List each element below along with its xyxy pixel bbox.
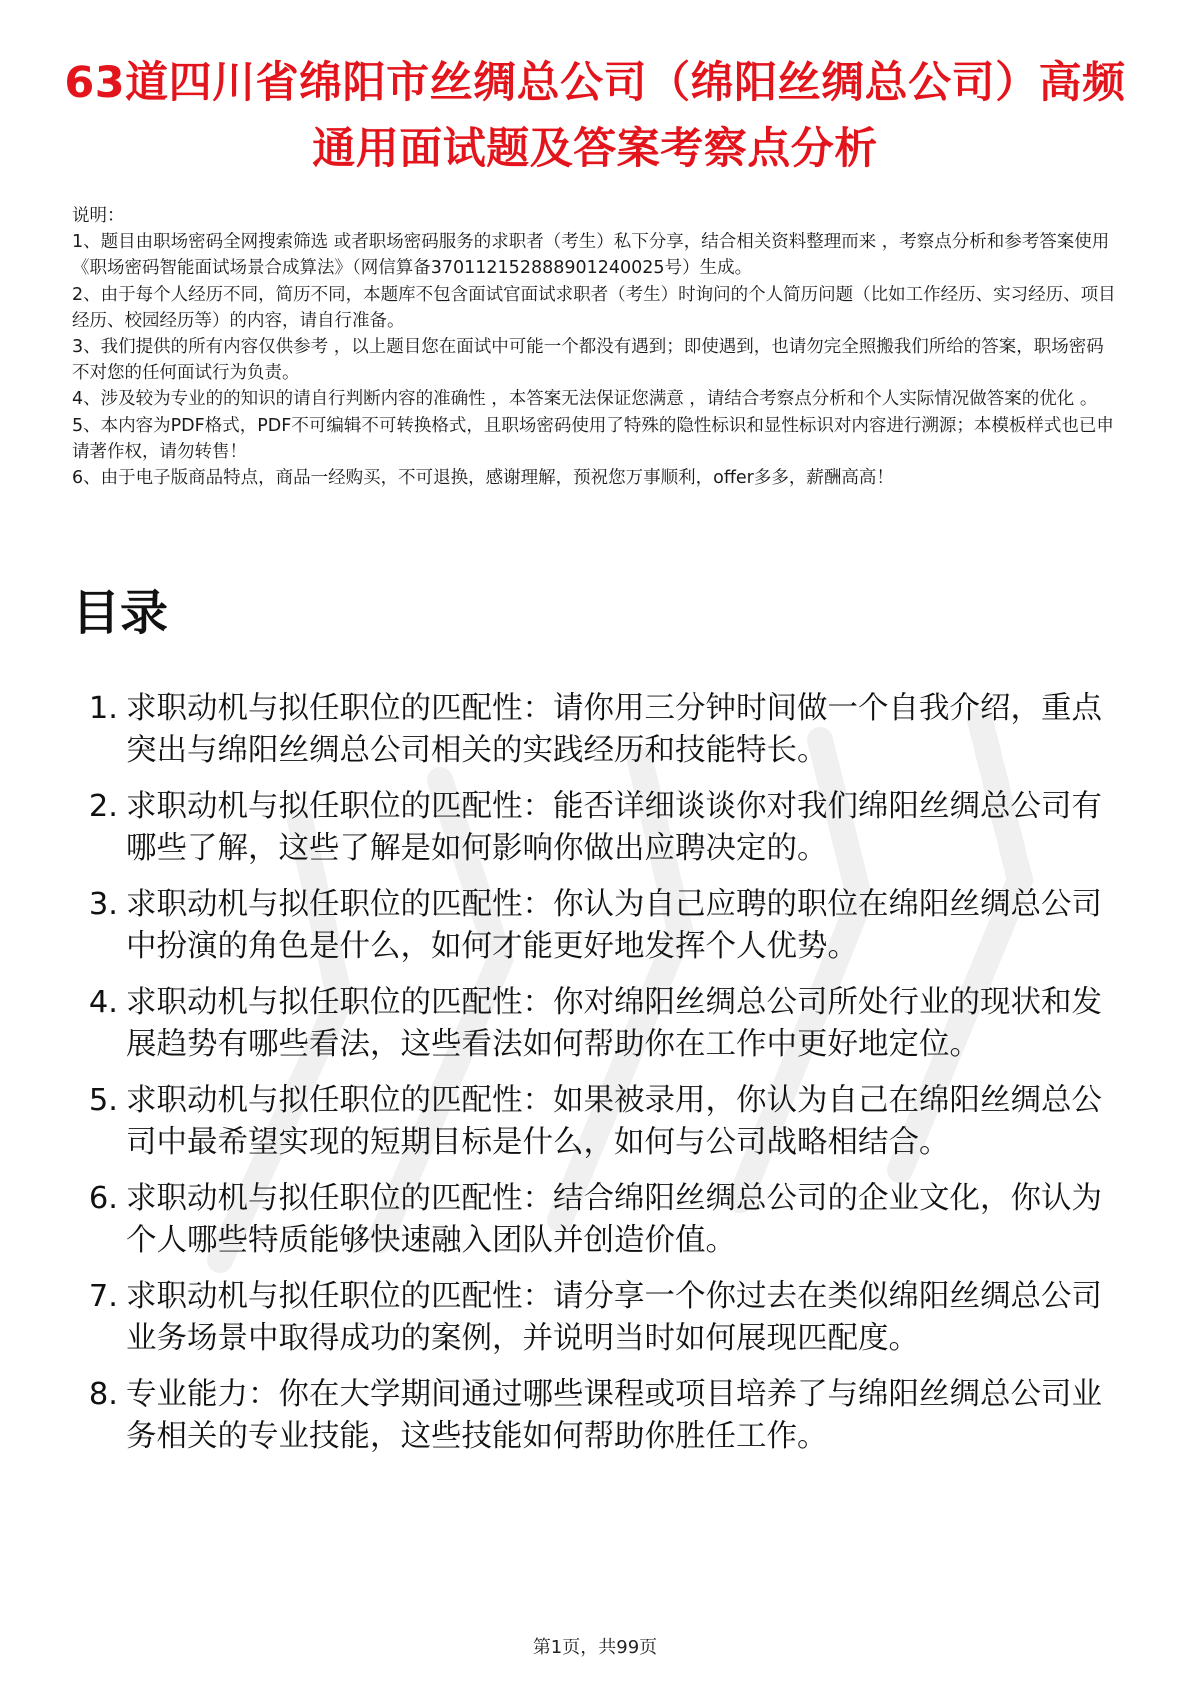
note-item: 2、由于每个人经历不同，简历不同，本题库不包含面试官面试求职者（考生）时询问的个人简历问题（比如工作经历、实习经历、项目经历、校园经历等）的内容，请自行准备。 [72, 284, 1116, 331]
toc-item[interactable] [72, 1178, 1122, 1262]
note-item: 5、本内容为PDF格式，PDF不可编辑不可转换格式，且职场密码使用了特殊的隐性标识和显性标识对内容进行溯源；本模板样式也已申请著作权，请勿转售！ [72, 415, 1114, 462]
toc-item-text: 求职动机与拟任职位的匹配性：你认为自己应聘的职位在绵阳丝绸总公司中扮演的角色是什么，如何才能更好地发挥个人优势。 [126, 887, 1102, 964]
toc-item[interactable] [72, 1080, 1122, 1164]
toc-item[interactable] [72, 982, 1122, 1066]
toc-item[interactable] [72, 786, 1122, 870]
note-item: 1、题目由职场密码全网搜索筛选 或者职场密码服务的求职者（考生）私下分享，结合相关资料整理而来 ，考察点分析和参考答案使用《职场密码智能面试场景合成算法》（网信算备370112152888901240025号）生成。 [72, 232, 1110, 279]
toc-item[interactable] [72, 884, 1122, 968]
toc-item-text: 求职动机与拟任职位的匹配性：你对绵阳丝绸总公司所处行业的现状和发展趋势有哪些看法，这些看法如何帮助你在工作中更好地定位。 [126, 985, 1102, 1062]
toc-item-number: 1. [88, 691, 118, 726]
note-item: 6、由于电子版商品特点，商品一经购买，不可退换，感谢理解，预祝您万事顺利，offer多多，薪酬高高！ [72, 468, 894, 489]
toc-item-text: 求职动机与拟任职位的匹配性：结合绵阳丝绸总公司的企业文化，你认为个人哪些特质能够快速融入团队并创造价值。 [126, 1181, 1102, 1258]
toc-item-text: 求职动机与拟任职位的匹配性：如果被录用，你认为自己在绵阳丝绸总公司中最希望实现的短期目标是什么，如何与公司战略相结合。 [126, 1083, 1102, 1160]
toc-item-number: 6. [88, 1181, 118, 1216]
document-title: 63道四川省绵阳市丝绸总公司（绵阳丝绸总公司）高频通用面试题及答案考察点分析 [64, 58, 1126, 174]
toc-heading: 目录 [72, 585, 169, 641]
toc-item-number: 2. [88, 789, 118, 824]
toc-item[interactable] [72, 688, 1122, 772]
disclaimer-notes [72, 203, 1120, 491]
toc-item-number: 3. [88, 887, 118, 922]
toc-item-text: 专业能力：你在大学期间通过哪些课程或项目培养了与绵阳丝绸总公司业务相关的专业技能，这些技能如何帮助你胜任工作。 [126, 1377, 1102, 1454]
page-footer: 第1页，共99页 [532, 1637, 658, 1658]
toc-item[interactable] [72, 1374, 1122, 1458]
toc-item[interactable] [72, 1276, 1122, 1360]
toc-item-text: 求职动机与拟任职位的匹配性：请分享一个你过去在类似绵阳丝绸总公司业务场景中取得成功的案例，并说明当时如何展现匹配度。 [126, 1279, 1102, 1356]
toc-item-text: 求职动机与拟任职位的匹配性：请你用三分钟时间做一个自我介绍，重点突出与绵阳丝绸总公司相关的实践经历和技能特长。 [126, 691, 1102, 768]
notes-heading: 说明： [72, 206, 125, 226]
toc-item-number: 4. [88, 985, 118, 1020]
toc-item-number: 5. [88, 1083, 118, 1118]
note-item: 3、我们提供的所有内容仅供参考 ，以上题目您在面试中可能一个都没有遇到；即使遇到，也请勿完全照搬我们所给的答案，职场密码不对您的任何面试行为负责。 [72, 337, 1104, 384]
table-of-contents [72, 688, 1122, 1472]
toc-item-number: 8. [88, 1377, 118, 1412]
toc-item-text: 求职动机与拟任职位的匹配性：能否详细谈谈你对我们绵阳丝绸总公司有哪些了解，这些了解是如何影响你做出应聘决定的。 [126, 789, 1102, 866]
note-item: 4、涉及较为专业的的知识的请自行判断内容的准确性 ，本答案无法保证您满意 ，请结合考察点分析和个人实际情况做答案的优化 。 [72, 389, 1098, 410]
toc-item-number: 7. [88, 1279, 118, 1314]
